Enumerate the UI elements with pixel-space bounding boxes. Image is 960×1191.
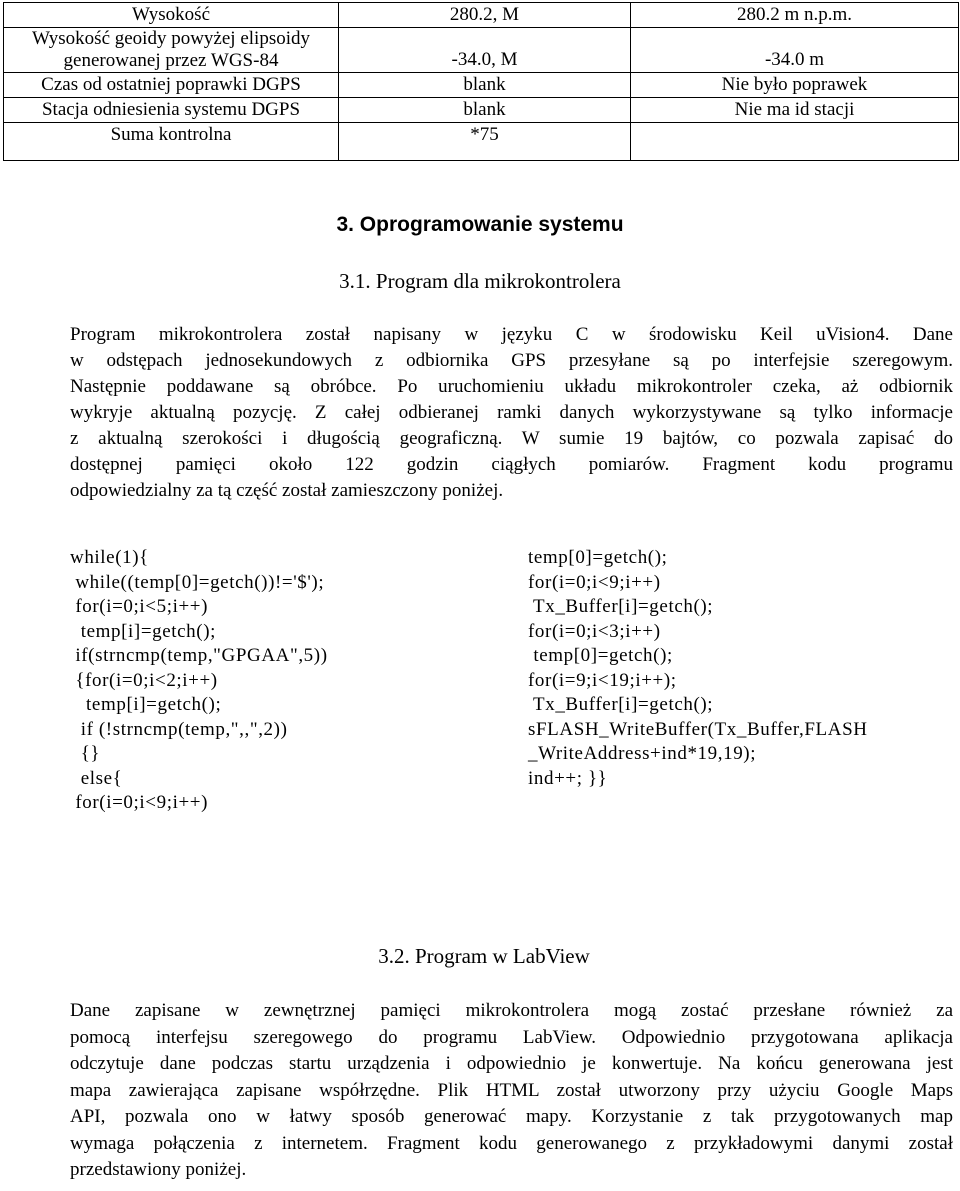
table-row [4, 98, 959, 123]
code-line: for(i=0;i<3;i++) [528, 620, 661, 642]
table-cell-line: generowanej przez WGS-84 [63, 50, 279, 71]
table-cell: Nie ma id stacji [631, 98, 959, 123]
code-line: Tx_Buffer[i]=getch(); [528, 596, 714, 617]
paragraph-line: dostępnej pamięci około 122 godzin ciągłych pomiarów. Fragment kodu programu [70, 454, 953, 475]
code-line: temp[i]=getch(); [70, 620, 217, 642]
paragraph-line: Następnie poddawane są obróbce. Po uruchomieniu układu mikrokontroler czeka, aż odbiornik [70, 376, 953, 397]
paragraph-line: z aktualną szerokości i długością geograficzną. W sumie 19 bajtów, co pozwala zapisać do [70, 428, 953, 449]
paragraph-line: pomocą interfejsu szeregowego do programu LabView. Odpowiednio przygotowana aplikacja [70, 1026, 953, 1048]
code-block-right [528, 546, 868, 791]
table-cell: Nie było poprawek [631, 73, 959, 98]
paragraph-line: Dane zapisane w zewnętrznej pamięci mikrokontrolera mogą zostać przesłane również za [70, 1000, 953, 1021]
paragraph-line: Program mikrokontrolera został napisany w języku C w środowisku Keil uVision4. Dane [70, 324, 953, 345]
code-line: temp[0]=getch(); [528, 645, 673, 666]
table-cell: 280.2 m n.p.m. [631, 3, 959, 28]
paragraph-labview [70, 998, 953, 1184]
code-line: for(i=0;i<5;i++) [70, 596, 209, 617]
table-row [4, 73, 959, 98]
code-line: for(i=0;i<9;i++) [528, 571, 661, 593]
paragraph-line: odczytuje dane podczas startu urządzenia i odpowiednio je konwertuje. Na końcu generowana jest [70, 1053, 953, 1074]
code-line: sFLASH_WriteBuffer(Tx_Buffer,FLASH [528, 718, 868, 740]
code-line: {for(i=0;i<2;i++) [70, 669, 218, 691]
table-cell-line: Wysokość geoidy powyżej elipsoidy [31, 28, 310, 49]
table-cell: Stacja odniesienia systemu DGPS [4, 98, 339, 123]
paragraph-line: wymaga połączenia z internetem. Fragment kodu generowanego z przykładowymi danymi został [70, 1132, 953, 1154]
code-line: if(strncmp(temp,"GPGAA",5)) [70, 645, 328, 666]
table-cell: *75 [339, 123, 631, 161]
code-line: for(i=0;i<9;i++) [70, 792, 209, 813]
section-heading-3-2: 3.2. Program w LabView [378, 944, 590, 968]
table-cell: 280.2, M [339, 3, 631, 28]
paragraph-line: przedstawiony poniżej. [70, 1159, 247, 1180]
code-block-left [70, 546, 328, 816]
code-line: temp[0]=getch(); [528, 547, 668, 568]
table-cell: -34.0, M [339, 28, 631, 73]
paragraph-microcontroller [70, 322, 953, 504]
code-line: ind++; }} [528, 767, 608, 789]
paragraph-line: API, pozwala ono w łatwy sposób generować mapy. Korzystanie z tak przygotowanych map [70, 1106, 953, 1127]
code-line: while(1){ [70, 547, 149, 568]
table-cell [4, 28, 339, 73]
code-line: temp[i]=getch(); [70, 694, 222, 715]
table-cell: blank [339, 73, 631, 98]
table-cell [631, 123, 959, 161]
gps-data-table [3, 2, 959, 161]
table-cell: Wysokość [4, 3, 339, 28]
code-line: _WriteAddress+ind*19,19); [528, 743, 757, 764]
table-row [4, 3, 959, 28]
paragraph-line: odpowiedzialny za tą część został zamieszczony poniżej. [70, 480, 504, 501]
code-line: for(i=9;i<19;i++); [528, 669, 677, 691]
table-cell: -34.0 m [631, 28, 959, 73]
code-line: if (!strncmp(temp,",,",2)) [70, 718, 288, 740]
table-cell: Czas od ostatniej poprawki DGPS [4, 73, 339, 98]
section-heading-3: 3. Oprogramowanie systemu [336, 213, 624, 236]
paragraph-line: mapa zawierająca zapisane współrzędne. Plik HTML został utworzony przy użyciu Google Maps [70, 1079, 953, 1101]
table-row [4, 123, 959, 161]
code-line: while((temp[0]=getch())!='$'); [70, 571, 325, 593]
section-heading-3-1: 3.1. Program dla mikrokontrolera [339, 269, 621, 293]
code-line: else{ [70, 767, 123, 789]
code-line: {} [70, 743, 101, 764]
table-cell: blank [339, 98, 631, 123]
table-cell: Suma kontrolna [4, 123, 339, 161]
paragraph-line: w odstępach jednosekundowych z odbiornika GPS przesyłane są po interfejsie szeregowym. [70, 350, 953, 371]
table-row [4, 28, 959, 73]
paragraph-line: wykryje aktualną pozycję. Z całej odbieranej ramki danych wykorzystywane są tylko informacje [70, 402, 953, 423]
code-line: Tx_Buffer[i]=getch(); [528, 694, 714, 715]
